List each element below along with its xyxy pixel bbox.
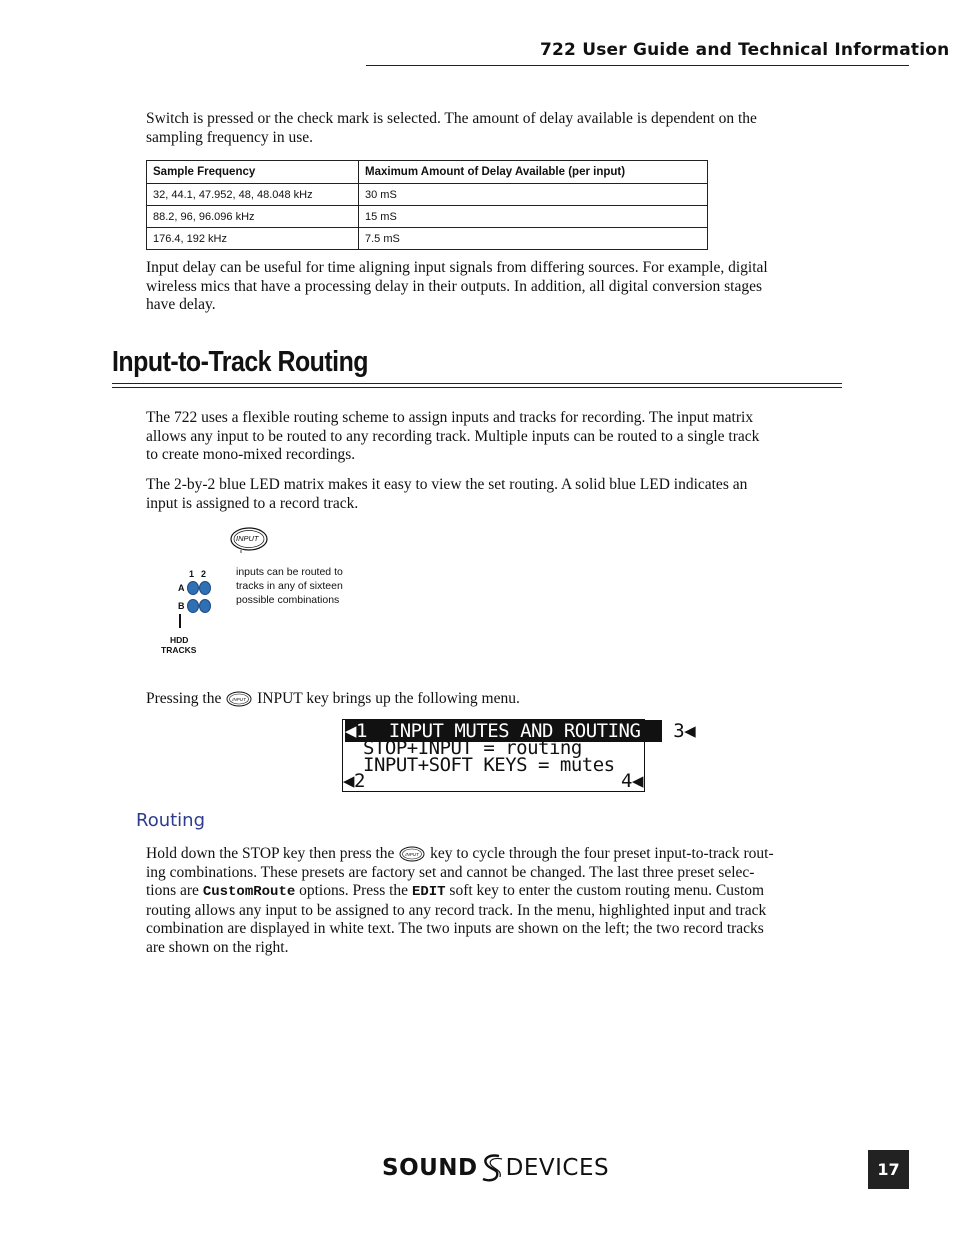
- column-label-2: 2: [201, 569, 207, 579]
- edit-softkey-code: EDIT: [411, 884, 446, 900]
- routing-detail-line-2: ing combinations. These presets are factory set and cannot be changed. The last three preset selec-: [146, 863, 755, 881]
- column-label-1: 1: [189, 569, 195, 579]
- lcd-title-line: ◀1 INPUT MUTES AND ROUTING 3◀: [345, 720, 696, 742]
- led-b1: [187, 599, 199, 613]
- delay-line-2: wireless mics that have a processing delay in their outputs. In addition, all digital conversion stages: [146, 277, 762, 295]
- diagram-caption: [236, 565, 343, 607]
- page-number: 17: [868, 1150, 909, 1189]
- led-matrix-diagram: [150, 522, 410, 662]
- line1-after: key to cycle through the four preset input-to-track rout-: [430, 845, 774, 862]
- table-cell: 88.2, 96, 96.096 kHz: [147, 206, 359, 228]
- logo-sound: SOUND: [382, 1155, 478, 1181]
- lcd-menu-display: [342, 719, 696, 792]
- table-row: [147, 184, 708, 206]
- section-rule-top: [112, 383, 842, 384]
- routing-p1-line-3: to create mono-mixed recordings.: [146, 446, 356, 463]
- table-cell: 15 mS: [359, 206, 708, 228]
- delay-line-3: have delay.: [146, 296, 216, 313]
- line3-a: tions are: [146, 882, 199, 899]
- table-cell: 176.4, 192 kHz: [147, 228, 359, 250]
- pressing-before: Pressing the: [146, 690, 222, 707]
- intro-paragraph: [146, 110, 757, 147]
- logo-devices: DEVICES: [505, 1155, 610, 1181]
- intro-line-2: sampling frequency in use.: [146, 128, 314, 146]
- caption-line-2: tracks in any of sixteen: [236, 580, 343, 592]
- lcd-line-3: INPUT+SOFT KEYS = mutes: [363, 754, 615, 776]
- svg-text:INPUT: INPUT: [232, 697, 246, 703]
- table-header-cell: Sample Frequency: [147, 161, 359, 184]
- routing-p2-line-2: input is assigned to a record track.: [146, 494, 359, 512]
- lcd-left-marker: ◀1 INPUT MUTES AND ROUTING: [345, 720, 662, 742]
- input-key-icon: [225, 690, 253, 708]
- header-rule: [366, 65, 909, 66]
- line1-before: Hold down the STOP key then press the: [146, 845, 395, 862]
- sound-devices-logo: [382, 1153, 609, 1183]
- custom-route-code: CustomRoute: [202, 884, 296, 900]
- routing-p1-line-2: allows any input to be routed to any recording track. Multiple inputs can be routed to a single track: [146, 427, 760, 445]
- delay-paragraph: [146, 259, 768, 315]
- section-heading: Input-to-Track Routing: [112, 346, 369, 378]
- routing-detail-line-3: [146, 882, 846, 902]
- lcd-bottom-left: ◀2: [343, 770, 365, 792]
- svg-text:INPUT: INPUT: [405, 852, 420, 858]
- routing-paragraph-1: [146, 409, 759, 465]
- lcd-line-2: STOP+INPUT = routing: [363, 737, 582, 759]
- table-cell: 32, 44.1, 47.952, 48, 48.048 kHz: [147, 184, 359, 206]
- table-header-cell: Maximum Amount of Delay Available (per input): [359, 161, 708, 184]
- routing-detail-line-4: routing allows any input to be assigned to any record track. In the menu, highlighted input and track: [146, 901, 767, 919]
- delay-line-1: Input delay can be useful for time aligning input signals from differing sources. For example, digital: [146, 259, 768, 276]
- section-rule-bottom: [112, 387, 842, 388]
- pressing-instruction: [146, 690, 520, 709]
- intro-line-1: Switch is pressed or the check mark is selected. The amount of delay available is dependent on the: [146, 110, 757, 127]
- tracks-label: TRACKS: [161, 645, 197, 655]
- led-a2: [199, 581, 211, 595]
- lcd-right-marker: 3: [673, 720, 685, 742]
- routing-detail-line-1: [146, 845, 846, 864]
- table-cell: 7.5 mS: [359, 228, 708, 250]
- input-key-label: INPUT: [236, 534, 259, 543]
- pressing-after: INPUT key brings up the following menu.: [257, 690, 520, 707]
- logo-s-mark-icon: [479, 1153, 505, 1183]
- routing-detail-paragraph: [146, 845, 846, 957]
- table-header-row: [147, 161, 708, 184]
- led-a1: [187, 581, 199, 595]
- table-cell: 30 mS: [359, 184, 708, 206]
- routing-detail-line-6: are shown on the right.: [146, 938, 289, 956]
- led-b2: [199, 599, 211, 613]
- routing-p1-line-1: The 722 uses a flexible routing scheme to assign inputs and tracks for recording. The input matrix: [146, 409, 754, 426]
- line3-b: options. Press the: [299, 882, 409, 899]
- caption-line-1: inputs can be routed to: [236, 566, 343, 578]
- subsection-heading: Routing: [136, 810, 206, 831]
- lcd-bottom-right: 4◀: [621, 770, 643, 792]
- routing-paragraph-2: [146, 476, 747, 513]
- delay-table: [146, 160, 708, 250]
- routing-p2-line-1: The 2-by-2 blue LED matrix makes it easy to view the set routing. A solid blue LED indicates an: [146, 476, 748, 493]
- input-key-icon: [398, 845, 426, 863]
- running-header-title: 722 User Guide and Technical Information: [540, 40, 950, 60]
- table-row: [147, 228, 708, 250]
- hdd-label: HDD: [170, 635, 189, 645]
- row-label-b: B: [178, 601, 185, 611]
- caption-line-3: possible combinations: [236, 594, 340, 606]
- table-row: [147, 206, 708, 228]
- row-label-a: A: [178, 583, 185, 593]
- routing-detail-line-5: combination are displayed in white text. The two inputs are shown on the left; the two record tracks: [146, 920, 764, 937]
- line3-c: soft key to enter the custom routing menu. Custom: [449, 882, 765, 899]
- tracks-pointer-line: [179, 614, 181, 628]
